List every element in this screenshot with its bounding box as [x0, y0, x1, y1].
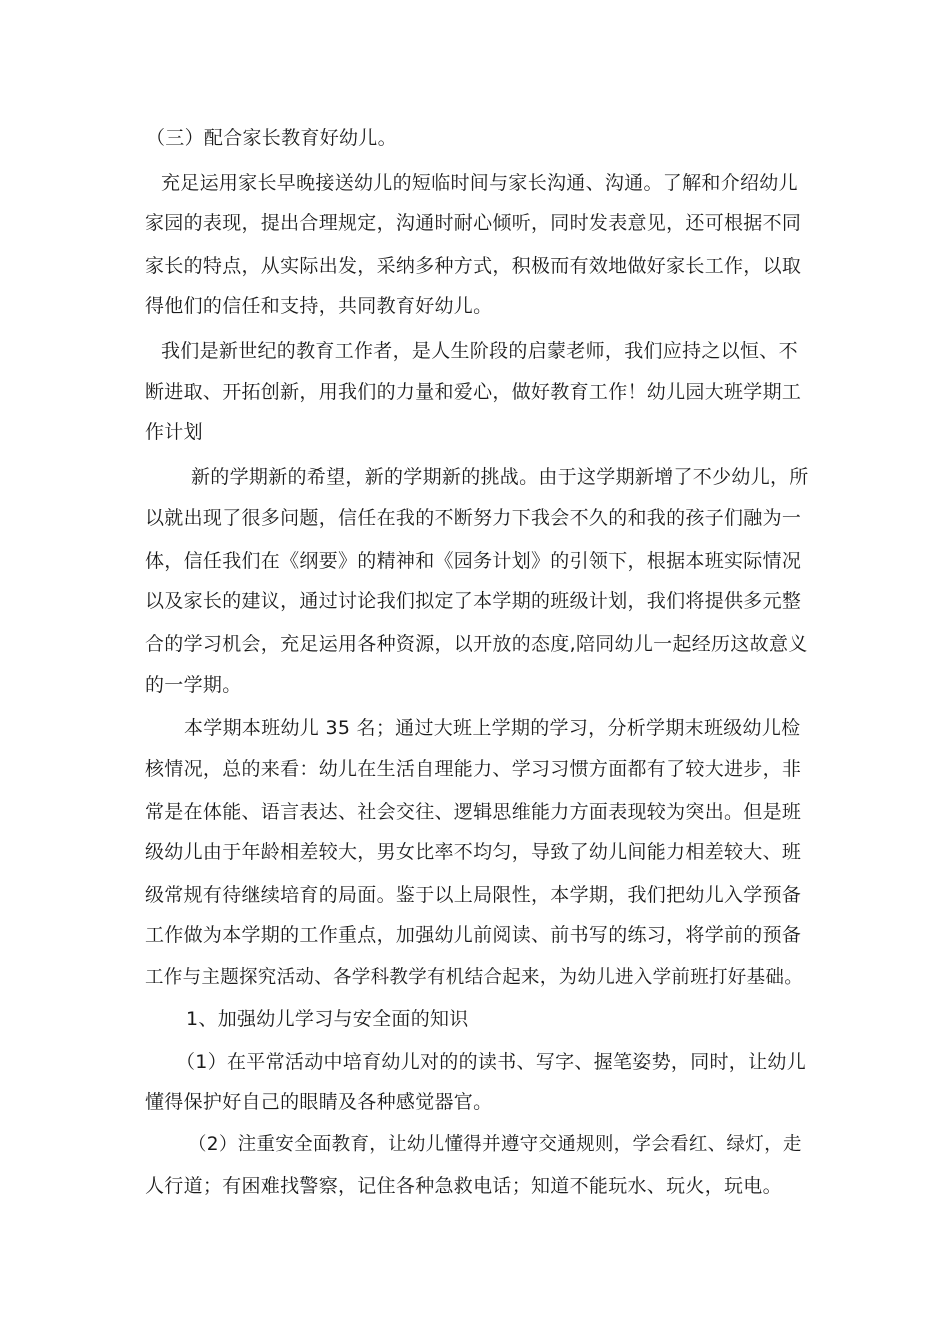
paragraph-line: 的一学期。	[145, 674, 242, 696]
paragraph-line: 充足运用家长早晚接送幼儿的短临时间与家长沟通、沟通。了解和介绍幼儿	[161, 172, 798, 194]
paragraph-line: 懂得保护好自己的眼睛及各种感觉器官。	[145, 1091, 493, 1113]
paragraph-line: 核情况，总的来看：幼儿在生活自理能力、学习习惯方面都有了较大进步，非	[145, 758, 802, 780]
paragraph-line: 合的学习机会，充足运用各种资源，以开放的态度,陪同幼儿一起经历这故意义	[145, 633, 808, 655]
paragraph-line: 我们是新世纪的教育工作者，是人生阶段的启蒙老师，我们应持之以恒、不	[161, 340, 798, 362]
paragraph-line: 体，信任我们在《纲要》的精神和《园务计划》的引领下，根据本班实际情况	[145, 550, 802, 572]
paragraph-line: 得他们的信任和支持，共同教育好幼儿。	[145, 295, 493, 317]
list-item-heading: 1、加强幼儿学习与安全面的知识	[186, 1008, 469, 1030]
paragraph-line: 作计划	[145, 421, 203, 443]
paragraph-line: 以及家长的建议，通过讨论我们拟定了本学期的班级计划，我们将提供多元整	[145, 590, 802, 612]
paragraph-line: 新的学期新的希望，新的学期新的挑战。由于这学期新增了不少幼儿，所	[191, 466, 809, 488]
paragraph-line: （1）在平常活动中培育幼儿对的的读书、写字、握笔姿势，同时，让幼儿	[176, 1051, 806, 1073]
paragraph-line: （2）注重安全面教育，让幼儿懂得并遵守交通规则，学会看红、绿灯，走	[188, 1134, 802, 1155]
paragraph-line: 本学期本班幼儿 35 名；通过大班上学期的学习，分析学期末班级幼儿检	[184, 717, 801, 739]
paragraph-line: 级常规有待继续培育的局面。鉴于以上局限性，本学期，我们把幼儿入学预备	[145, 884, 802, 906]
paragraph-line: 人行道；有困难找警察，记住各种急救电话；知道不能玩水、玩火，玩电。	[145, 1175, 782, 1197]
paragraph-line: 家长的特点，从实际出发，采纳多种方式，积极而有效地做好家长工作，以取	[145, 255, 802, 277]
section-heading-cooperate-with-parents: （三）配合家长教育好幼儿。	[146, 127, 397, 149]
paragraph-line: 家园的表现，提出合理规定，沟通时耐心倾听，同时发表意见，还可根据不同	[145, 212, 802, 234]
paragraph-line: 断进取、开拓创新，用我们的力量和爱心，做好教育工作！幼儿园大班学期工	[145, 381, 802, 403]
paragraph-line: 以就出现了很多问题，信任在我的不断努力下我会不久的和我的孩子们融为一	[145, 507, 802, 529]
paragraph-line: 常是在体能、语言表达、社会交往、逻辑思维能力方面表现较为突出。但是班	[145, 801, 802, 823]
paragraph-line: 工作与主题探究活动、各学科教学有机结合起来，为幼儿进入学前班打好基础。	[145, 967, 804, 988]
paragraph-line: 级幼儿由于年龄相差较大，男女比率不均匀，导致了幼儿间能力相差较大、班	[145, 841, 802, 863]
paragraph-line: 工作做为本学期的工作重点，加强幼儿前阅读、前书写的练习，将学前的预备	[145, 924, 802, 946]
